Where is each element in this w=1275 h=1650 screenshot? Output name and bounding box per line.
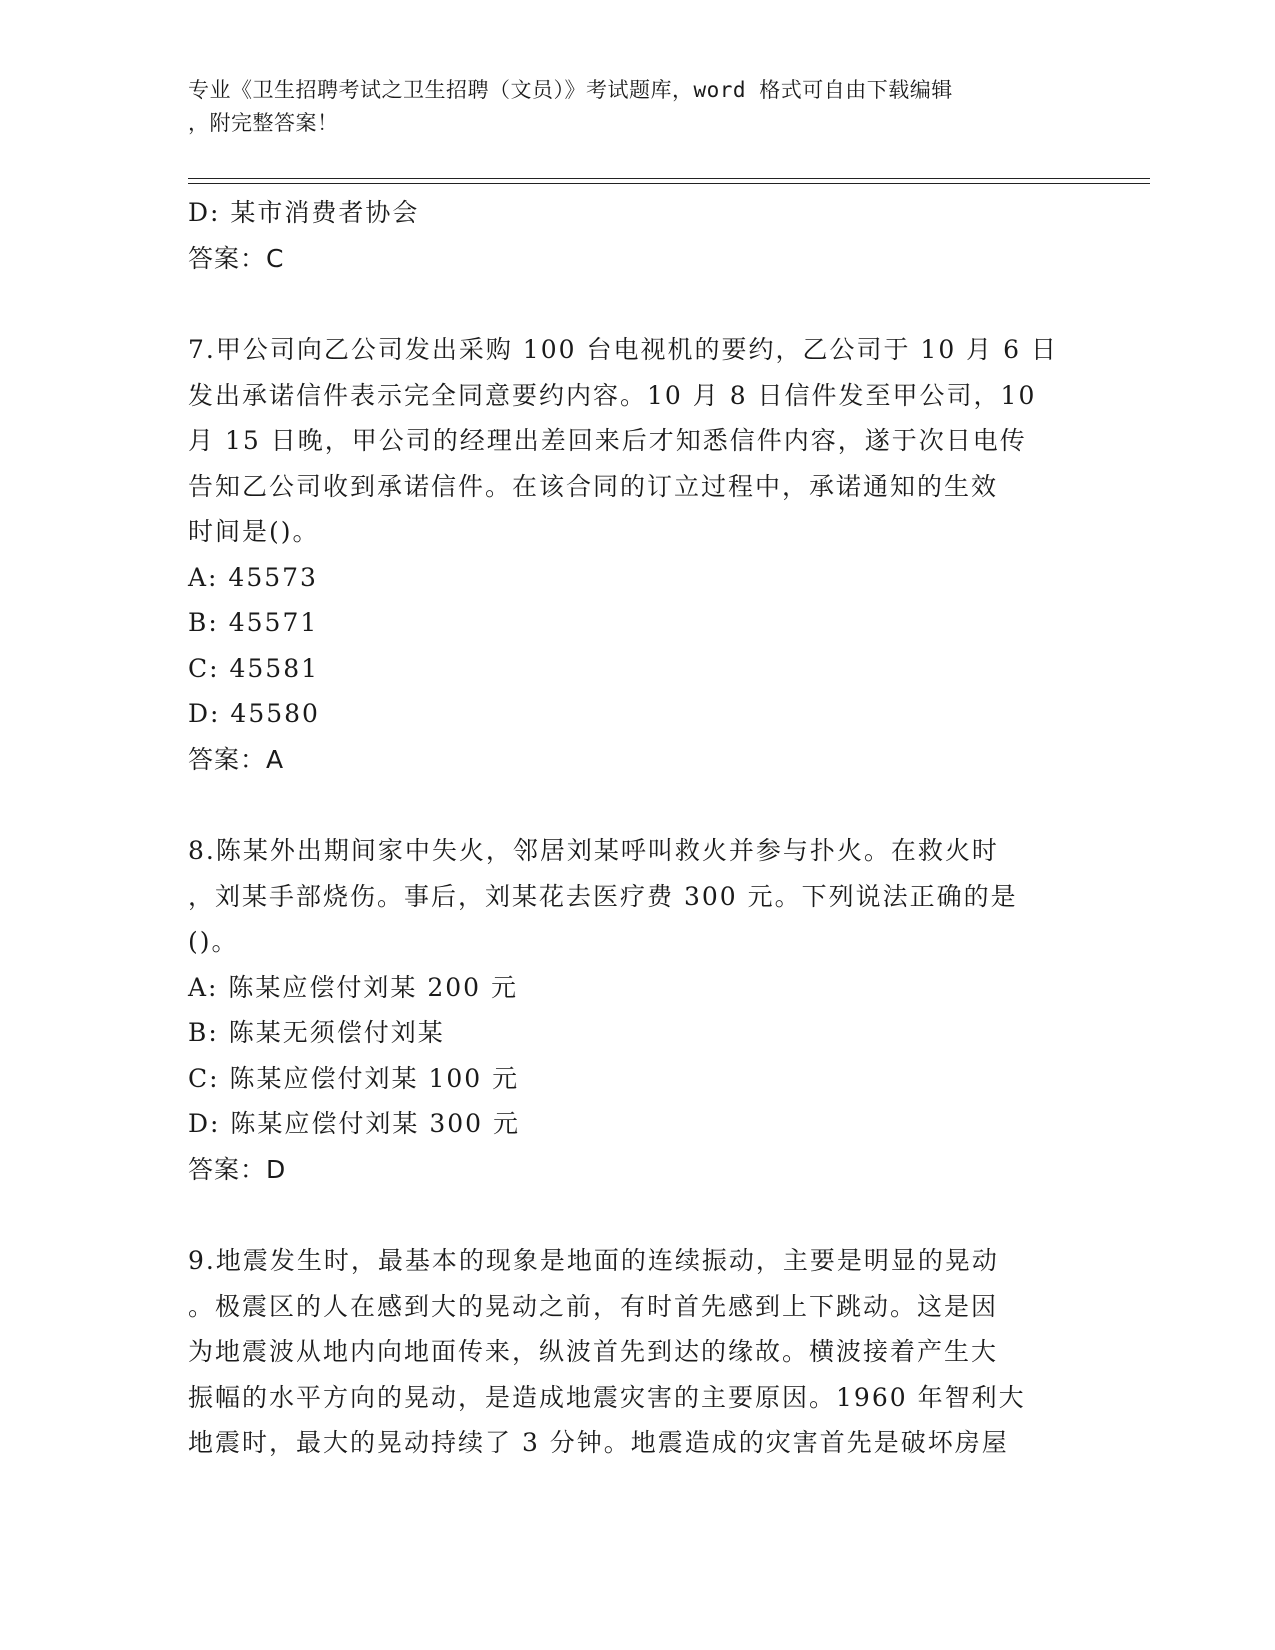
- question-text-line: 为地震波从地内向地面传来，纵波首先到达的缘故。横波接着产生大: [188, 1337, 999, 1366]
- header-rule-bottom: [188, 183, 1150, 184]
- question-text-line: 告知乙公司收到承诺信件。在该合同的订立过程中，承诺通知的生效: [188, 471, 999, 501]
- question-text-line: 月 15 日晚，甲公司的经理出差回来后才知悉信件内容，遂于次日电传: [188, 426, 1027, 455]
- document-body: [188, 190, 1068, 1466]
- spacer: [188, 782, 1068, 828]
- option-a: A: 陈某应偿付刘某 200 元: [188, 972, 519, 1002]
- option-b: B: 45571: [188, 608, 319, 637]
- question-text-line: ()。: [188, 927, 239, 956]
- answer-line: 答案：D: [188, 1154, 287, 1184]
- question-text-line: 9.地震发生时，最基本的现象是地面的连续振动，主要是明显的晃动: [188, 1246, 999, 1275]
- question-8: [188, 828, 1068, 1192]
- question-text-line: 7.甲公司向乙公司发出采购 100 台电视机的要约，乙公司于 10 月 6 日: [188, 335, 1058, 364]
- question-9: [188, 1238, 1068, 1466]
- question-text-line: 。极震区的人在感到大的晃动之前，有时首先感到上下跳动。这是因: [188, 1291, 999, 1321]
- question-text-line: 发出承诺信件表示完全同意要约内容。10 月 8 日信件发至甲公司，10: [188, 380, 1037, 410]
- question-7: [188, 327, 1068, 782]
- option-d: D: 某市消费者协会: [188, 198, 420, 227]
- header-line-2: ，附完整答案！: [188, 111, 339, 135]
- option-c: C: 45581: [188, 653, 320, 683]
- question-text-line: 8.陈某外出期间家中失火，邻居刘某呼叫救火并参与扑火。在救火时: [188, 836, 999, 865]
- answer-line: 答案：C: [188, 243, 285, 273]
- question-text-line: 地震时，最大的晃动持续了 3 分钟。地震造成的灾害首先是破坏房屋: [188, 1428, 1009, 1457]
- header-line-1: 专业《卫生招聘考试之卫生招聘（文员）》考试题库，word 格式可自由下载编辑: [188, 78, 953, 102]
- option-d: D: 陈某应偿付刘某 300 元: [188, 1109, 521, 1138]
- answer-line: 答案：A: [188, 744, 285, 774]
- question-text-line: 时间是()。: [188, 517, 320, 546]
- option-a: A: 45573: [188, 562, 318, 592]
- option-c: C: 陈某应偿付刘某 100 元: [188, 1063, 520, 1093]
- question-text-line: ，刘某手部烧伤。事后，刘某花去医疗费 300 元。下列说法正确的是: [188, 881, 1018, 911]
- option-b: B: 陈某无须偿付刘某: [188, 1018, 445, 1047]
- spacer: [188, 1192, 1068, 1238]
- header-rule-top: [188, 178, 1150, 179]
- option-d: D: 45580: [188, 699, 320, 728]
- page-header: [188, 74, 1068, 140]
- spacer: [188, 281, 1068, 327]
- question-text-line: 振幅的水平方向的晃动，是造成地震灾害的主要原因。1960 年智利大: [188, 1382, 1026, 1412]
